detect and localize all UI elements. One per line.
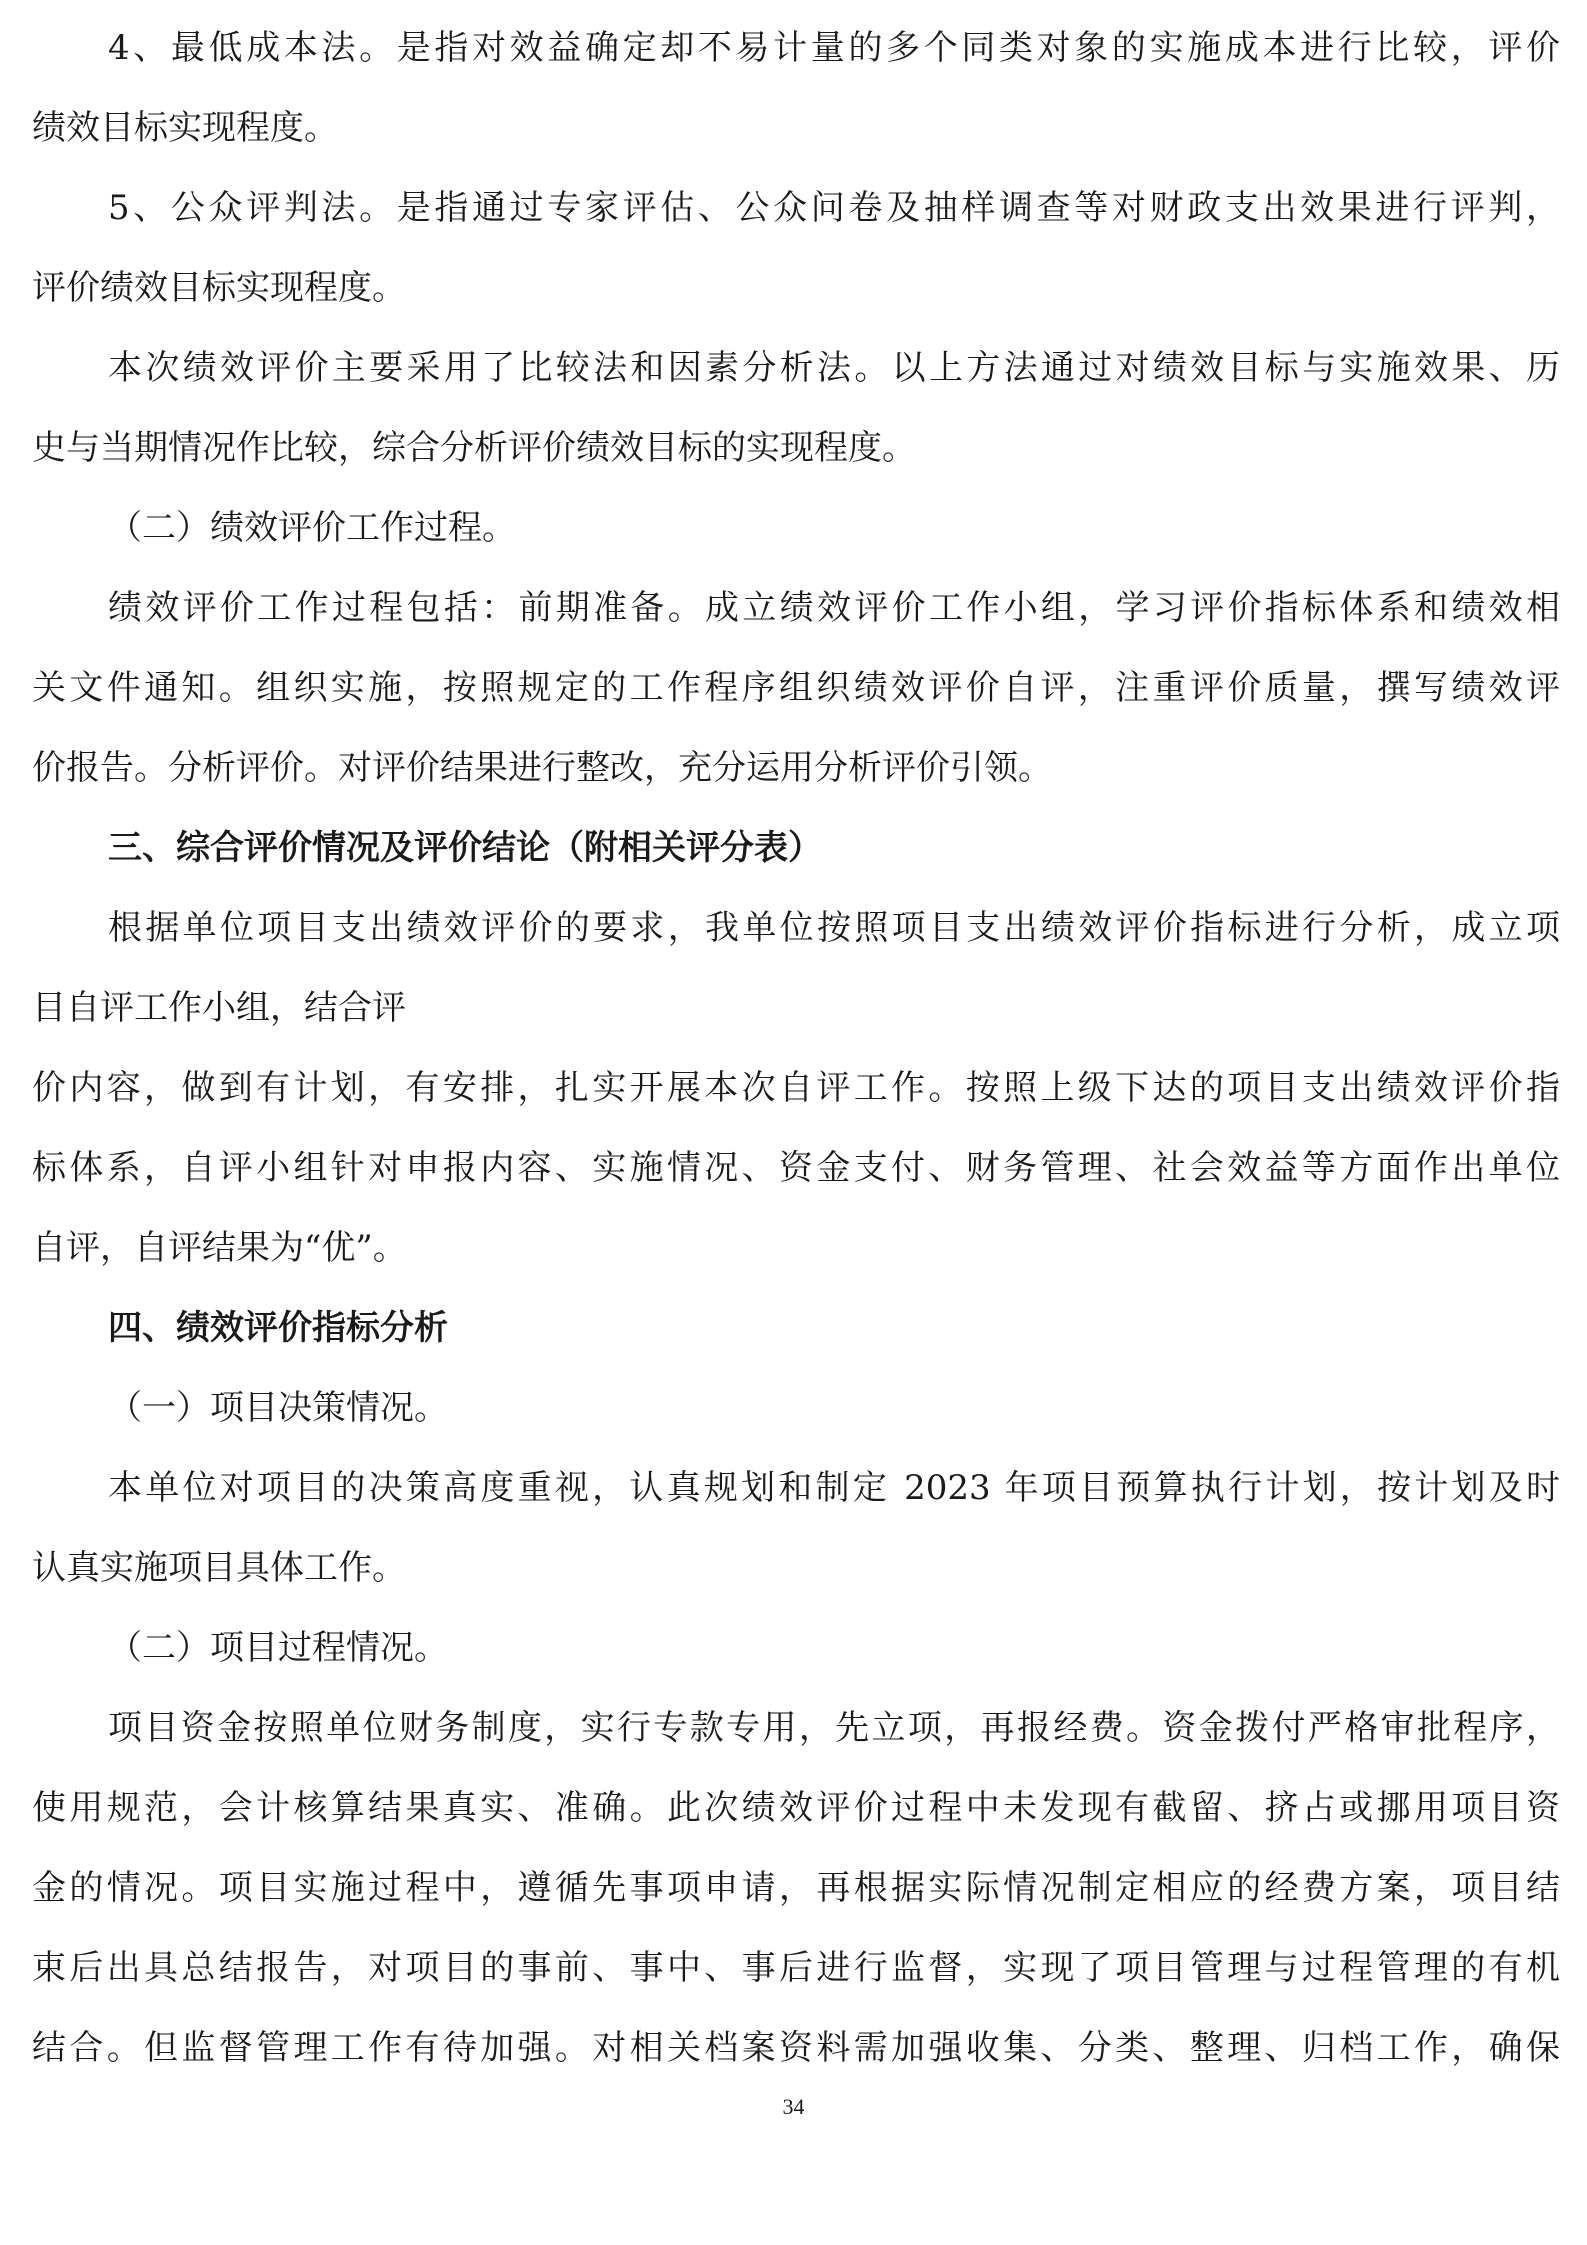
- text-line: 评价绩效目标实现程度。: [32, 268, 406, 308]
- text-line: 本单位对项目的决策高度重视，认真规划和制定 2023 年项目预算执行计划，按计划及时: [108, 1468, 1560, 1508]
- subsection-heading: （一）项目决策情况。: [108, 1388, 448, 1428]
- text-line: 绩效目标实现程度。: [32, 108, 338, 148]
- text-line: 5、公众评判法。是指通过专家评估、公众问卷及抽样调查等对财政支出效果进行评判，: [108, 188, 1560, 228]
- text-line: 束后出具总结报告，对项目的事前、事中、事后进行监督，实现了项目管理与过程管理的有机: [32, 1948, 1560, 1988]
- section-heading: 三、综合评价情况及评价结论（附相关评分表）: [108, 828, 822, 868]
- text-line: 自评，自评结果为“优”。: [32, 1228, 407, 1268]
- text-line: 价内容，做到有计划，有安排，扎实开展本次自评工作。按照上级下达的项目支出绩效评价指: [32, 1068, 1560, 1108]
- text-line: 绩效评价工作过程包括：前期准备。成立绩效评价工作小组，学习评价指标体系和绩效相: [108, 588, 1560, 628]
- text-line: 目自评工作小组，结合评: [32, 988, 406, 1028]
- text-line: 使用规范，会计核算结果真实、准确。此次绩效评价过程中未发现有截留、挤占或挪用项目资: [32, 1788, 1560, 1828]
- text-line: 史与当期情况作比较，综合分析评价绩效目标的实现程度。: [32, 428, 916, 468]
- text-line: 结合。但监督管理工作有待加强。对相关档案资料需加强收集、分类、整理、归档工作，确保: [32, 2028, 1560, 2068]
- text-line: 认真实施项目具体工作。: [32, 1548, 406, 1588]
- subsection-heading: （二）项目过程情况。: [108, 1628, 448, 1668]
- text-line: 根据单位项目支出绩效评价的要求，我单位按照项目支出绩效评价指标进行分析，成立项: [108, 908, 1560, 948]
- text-line: 金的情况。项目实施过程中，遵循先事项申请，再根据实际情况制定相应的经费方案，项目结: [32, 1868, 1560, 1908]
- subsection-heading: （二）绩效评价工作过程。: [108, 508, 516, 548]
- text-line: 关文件通知。组织实施，按照规定的工作程序组织绩效评价自评，注重评价质量，撰写绩效评: [32, 668, 1560, 708]
- text-line: 本次绩效评价主要采用了比较法和因素分析法。以上方法通过对绩效目标与实施效果、历: [108, 348, 1560, 388]
- page-number: 34: [782, 2094, 805, 2119]
- section-heading: 四、绩效评价指标分析: [108, 1308, 448, 1348]
- text-line: 项目资金按照单位财务制度，实行专款专用，先立项，再报经费。资金拨付严格审批程序，: [108, 1708, 1560, 1748]
- text-line: 标体系，自评小组针对申报内容、实施情况、资金支付、财务管理、社会效益等方面作出单位: [32, 1148, 1560, 1188]
- text-line: 4、最低成本法。是指对效益确定却不易计量的多个同类对象的实施成本进行比较，评价: [108, 28, 1560, 68]
- text-line: 价报告。分析评价。对评价结果进行整改，充分运用分析评价引领。: [32, 748, 1052, 788]
